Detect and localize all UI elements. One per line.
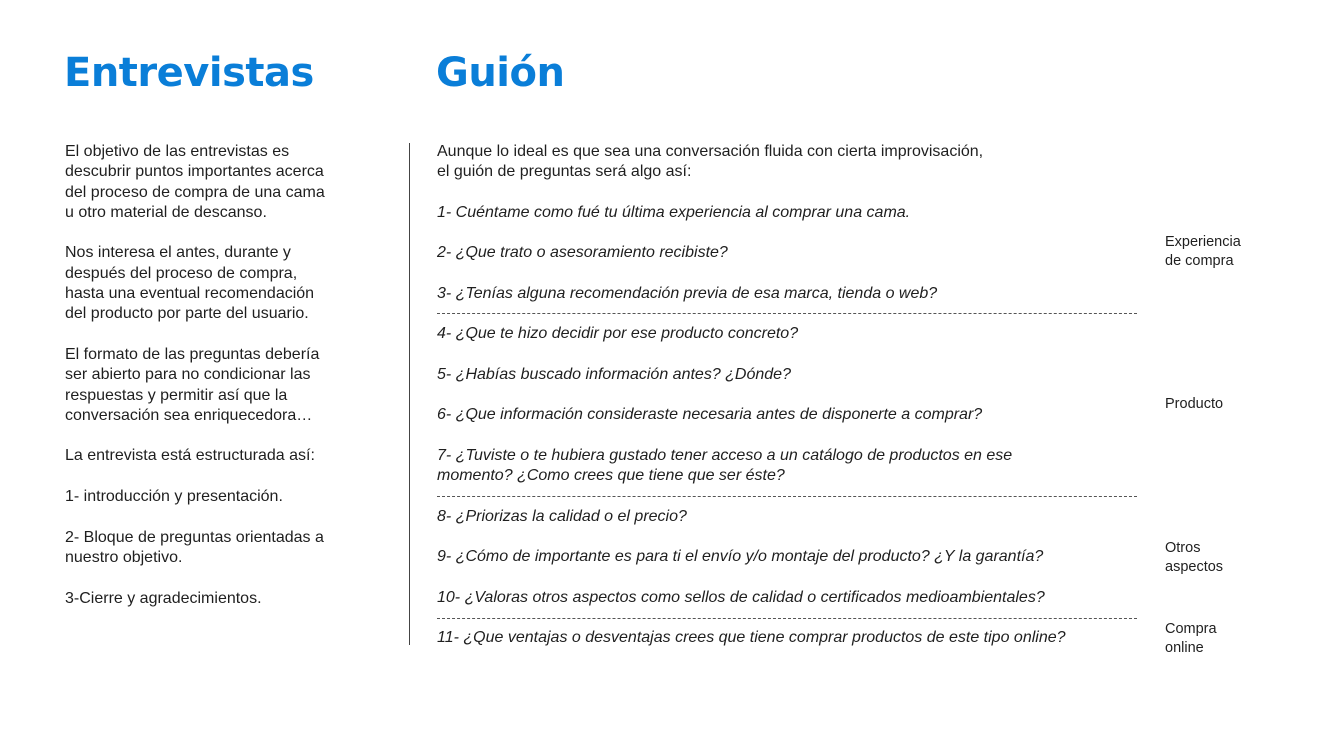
question-3: 3- ¿Tenías alguna recomendación previa de esa marca, tienda o web? (437, 285, 938, 302)
category-otros-aspectos: Otros aspectos (1165, 540, 1224, 575)
paragraph-objective: El objetivo de las entrevistas es descubrir puntos importantes acerca del proceso de compra de una cama u otro material de descanso. (65, 143, 325, 221)
paragraph-interest: Nos interesa el antes, durante y después del proceso de compra, hasta una eventual recomendación del producto por parte del usuario. (65, 244, 315, 323)
guion-title: Guión (436, 50, 565, 96)
section-divider-1 (437, 313, 1137, 314)
question-1: 1- Cuéntame como fué tu última experiencia al comprar una cama. (437, 204, 911, 221)
structure-step-2: 2- Bloque de preguntas orientadas a nuestro objetivo. (65, 528, 324, 566)
section-divider-3 (437, 618, 1137, 619)
guion-intro: Aunque lo ideal es que sea una conversación fluida con cierta improvisación, el guión de preguntas será algo así: (437, 143, 984, 181)
question-9: 9- ¿Cómo de importante es para ti el envío y/o montaje del producto? ¿Y la garantía? (437, 548, 1044, 565)
paragraph-format: El formato de las preguntas debería ser abierto para no condicionar las respuestas y permitir así que la conversación sea enriquecedora… (65, 345, 320, 424)
question-6: 6- ¿Que información consideraste necesaria antes de disponerte a comprar? (437, 406, 983, 423)
paragraph-structure: La entrevista está estructurada así: (65, 447, 315, 465)
question-8: 8- ¿Priorizas la calidad o el precio? (437, 508, 687, 525)
category-experiencia-de-compra: Experiencia de compra (1165, 234, 1241, 269)
question-11: 11- ¿Que ventajas o desventajas crees que tiene comprar productos de este tipo online? (437, 629, 1066, 646)
question-4: 4- ¿Que te hizo decidir por ese producto concreto? (437, 325, 799, 342)
section-divider-2 (437, 496, 1137, 497)
entrevistas-title: Entrevistas (64, 50, 314, 96)
structure-step-1: 1- introducción y presentación. (65, 488, 283, 506)
question-5: 5- ¿Habías buscado información antes? ¿Dónde? (437, 366, 791, 383)
question-2: 2- ¿Que trato o asesoramiento recibiste? (437, 244, 728, 261)
question-7: 7- ¿Tuviste o te hubiera gustado tener acceso a un catálogo de productos en ese momento? ¿Como crees que tiene que ser éste? (437, 447, 1013, 485)
vertical-divider (409, 143, 410, 645)
category-producto: Producto (1165, 396, 1224, 412)
structure-step-3: 3-Cierre y agradecimientos. (65, 589, 262, 607)
category-compra-online: Compra online (1165, 621, 1217, 656)
question-10: 10- ¿Valoras otros aspectos como sellos de calidad o certificados medioambientales? (437, 589, 1045, 606)
entrevistas-description (65, 142, 365, 629)
